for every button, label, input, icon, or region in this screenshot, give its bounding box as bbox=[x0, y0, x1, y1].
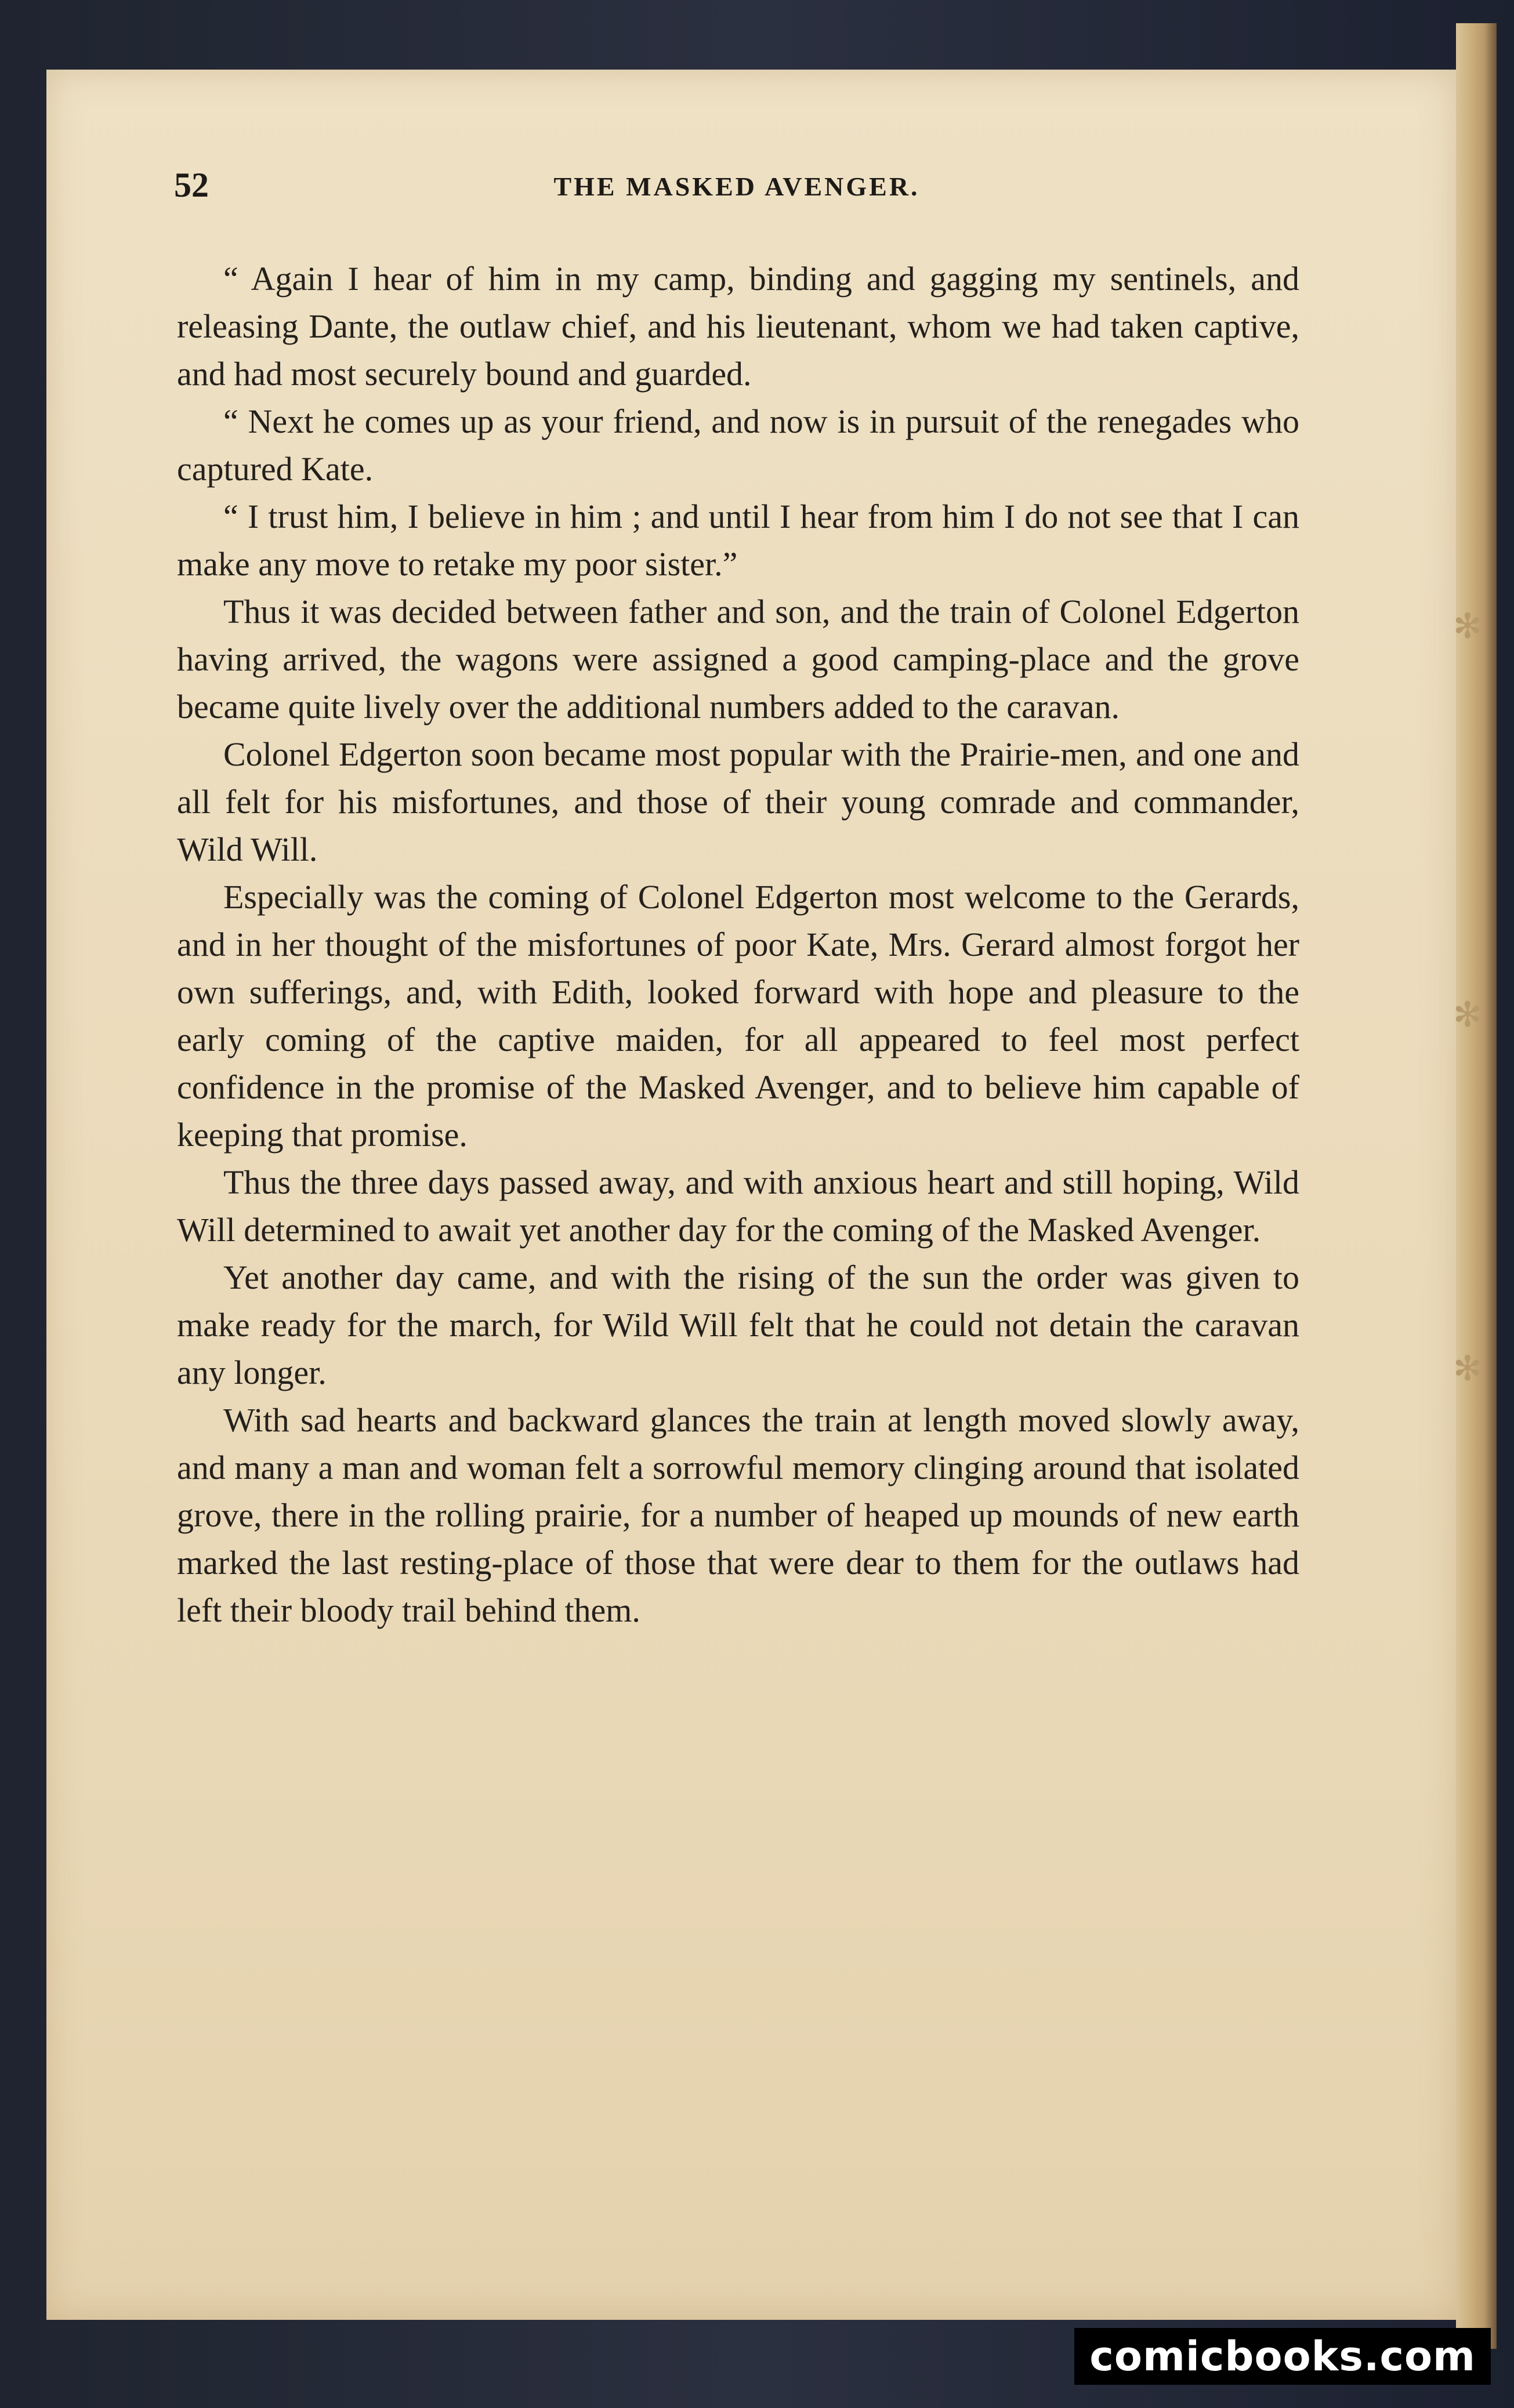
paragraph: “ I trust him, I believe in him ; and until I hear from him I do not see that I can make any move to retake my poor sister.” bbox=[177, 498, 1299, 583]
paragraph: “ Next he comes up as your friend, and now is in pursuit of the renegades who captured Kate. bbox=[177, 402, 1299, 488]
paragraph: “ Again I hear of him in my camp, binding and gagging my sentinels, and releasing Dante, the outlaw chief, and his lieutenant, whom we had taken captive, and had most securely bound and guarded. bbox=[177, 260, 1299, 393]
page-number: 52 bbox=[174, 166, 209, 204]
running-header bbox=[174, 165, 1299, 212]
paragraph: Especially was the coming of Colonel Edgerton most welcome to the Gerards, and in her thought of the misfortunes of poor Kate, Mrs. Gerard almost forgot her own sufferings, and, with Edith, looked forward with hope and pleasure to the early coming of the captive maiden, for all appeared to feel most perfect confidence in the promise of the Masked Avenger, and to believe him capable of keeping that promise. bbox=[177, 878, 1299, 1154]
paragraph: Colonel Edgerton soon became most popular with the Prairie-men, and one and all felt for his misfortunes, and those of their young comrade and commander, Wild Will. bbox=[177, 735, 1299, 868]
binding-thread-icon: ✻ bbox=[1453, 995, 1483, 1035]
binding-thread-icon: ✻ bbox=[1453, 1348, 1483, 1389]
site-watermark: comicbooks.com bbox=[1074, 2328, 1491, 2385]
body-text bbox=[177, 255, 1299, 1634]
paragraph: With sad hearts and backward glances the train at length moved slowly away, and many a man and woman felt a sorrowful memory clinging around that isolated grove, there in the rolling prairie, for a number of heaped up mounds of new earth marked the last resting-place of those that were dear to them for the outlaws had left their bloody trail behind them. bbox=[177, 1401, 1299, 1629]
running-title: THE MASKED AVENGER. bbox=[553, 172, 920, 201]
paragraph: Thus the three days passed away, and with anxious heart and still hoping, Wild Will determined to await yet another day for the coming of the Masked Avenger. bbox=[177, 1163, 1299, 1249]
paragraph: Yet another day came, and with the rising of the sun the order was given to make ready for the march, for Wild Will felt that he could not detain the caravan any longer. bbox=[177, 1259, 1299, 1391]
page-edge bbox=[1456, 23, 1497, 2349]
binding-thread-icon: ✻ bbox=[1453, 606, 1483, 647]
paragraph: Thus it was decided between father and son, and the train of Colonel Edgerton having arrived, the wagons were assigned a good camping-place and the grove became quite lively over the additional numbers added to the caravan. bbox=[177, 593, 1299, 726]
